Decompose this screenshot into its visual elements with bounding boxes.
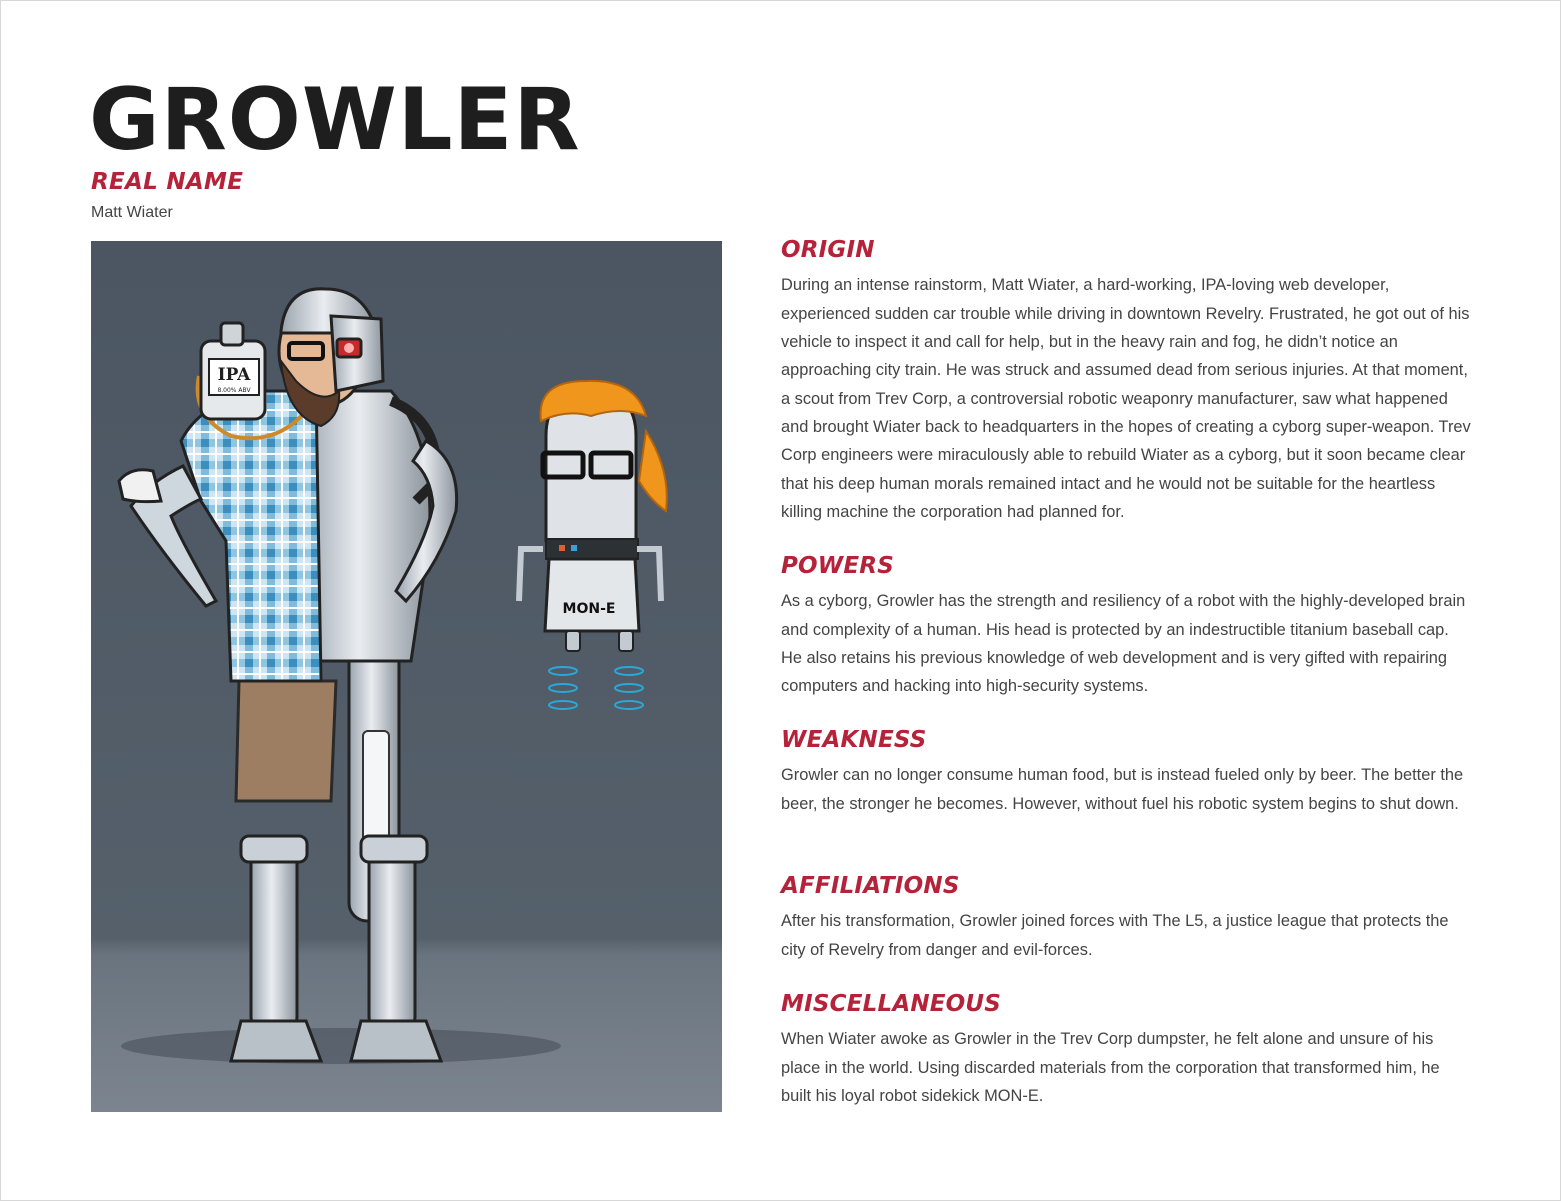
miscellaneous-body: When Wiater awoke as Growler in the Trev Corp dumpster, he felt alone and unsure of his place in the world. Using discarded materials from the corporation that transformed him, he built his loyal robot sidekick MON-E.	[781, 1030, 1440, 1106]
affiliations-heading: AFFILIATIONS	[781, 873, 960, 899]
weakness-heading: WEAKNESS	[781, 727, 927, 753]
origin-section	[781, 237, 1471, 526]
miscellaneous-heading: MISCELLANEOUS	[781, 991, 1002, 1017]
origin-body: During an intense rainstorm, Matt Wiater, a hard-working, IPA-loving web developer, experienced sudden car trouble while driving in downtown Revelry. Frustrated, he got out of his vehicle to inspect it and call for help, but in the heavy rain and fog, he didn’t notice an approaching city train. He was struck and assumed dead from serious injuries. At that moment, a scout from Trev Corp, a controversial robotic weaponry manufacturer, saw what happened and brought Wiater back to headquarters in the hopes of creating a cyborg super-weapon. Trev Corp engineers were miraculously able to rebuild Wiater as a cyborg, but it soon became clear that his deep human morals remained intact and he would not be suitable for the heartless killing machine the corporation had planned for.	[781, 276, 1471, 521]
tank-label: IPA	[217, 365, 251, 385]
real-name-value: Matt Wiater	[91, 204, 173, 221]
weakness-section	[781, 727, 1471, 818]
affiliations-section	[781, 873, 1471, 964]
powers-body: As a cyborg, Growler has the strength and resiliency of a robot with the highly-developed brain and complexity of a human. His head is protected by an indestructible titanium baseball cap. He also retains his previous knowledge of web development and is very gifted with repairing computers and hacking into high-security systems.	[781, 592, 1466, 696]
real-name-label: REAL NAME	[91, 169, 244, 195]
powers-heading: POWERS	[781, 553, 894, 579]
sidekick-label: MON-E	[562, 601, 616, 617]
illustration-svg	[91, 241, 722, 1112]
powers-section	[781, 553, 1471, 701]
origin-heading: ORIGIN	[781, 237, 875, 263]
miscellaneous-section	[781, 991, 1471, 1110]
floor-shadow	[121, 1028, 561, 1064]
weakness-body: Growler can no longer consume human food, but is instead fueled only by beer. The better the beer, the stronger he becomes. However, without fuel his robotic system begins to shut down.	[781, 766, 1464, 813]
character-illustration	[91, 241, 722, 1112]
tank-sublabel: 8.00% ABV	[217, 387, 251, 394]
character-name: GROWLER	[89, 70, 581, 170]
affiliations-body: After his transformation, Growler joined forces with The L5, a justice league that protects the city of Revelry from danger and evil-forces.	[781, 912, 1449, 959]
